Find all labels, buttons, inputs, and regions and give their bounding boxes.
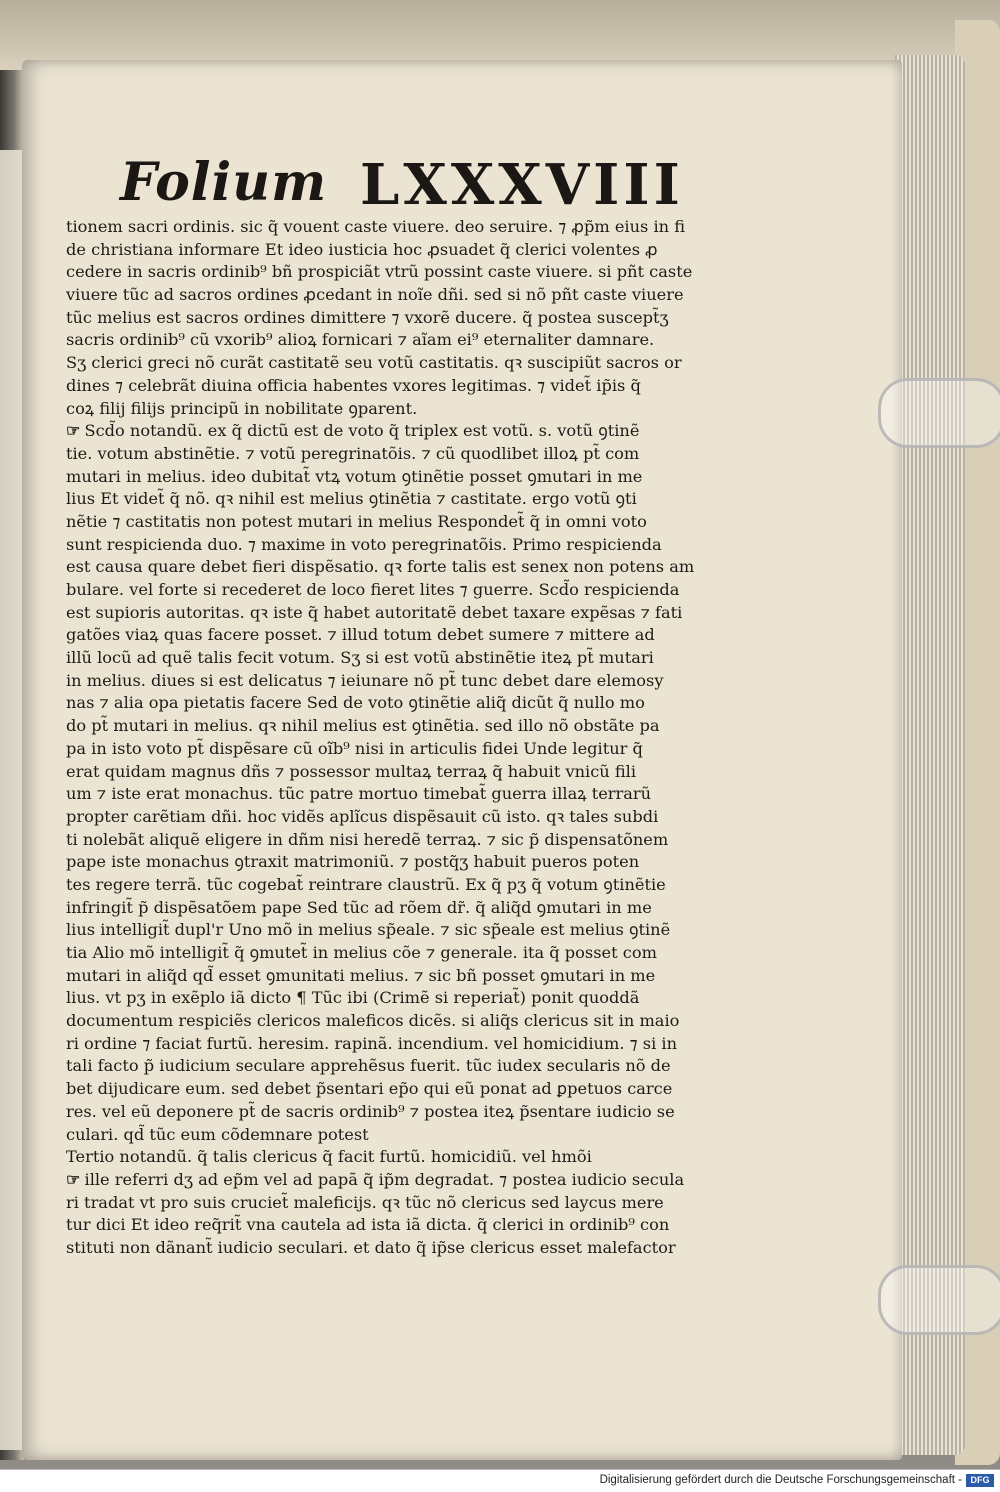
text-line: [66, 738, 712, 761]
line-text: um ⁊ iste erat monachus. tũc patre mortuo timebat̃ guerra illaꝝ terrarũ: [66, 784, 652, 804]
line-text: ri ordine ⁊ faciat furtũ. heresim. rapinã. incendium. vel homicidium. ⁊ si in: [66, 1033, 678, 1053]
text-line: [66, 897, 712, 920]
line-text: tia Alio mõ intelligit̃ q̃ ꝯmutet̃ in melius cõe ⁊ generale. ita q̃ posset com: [66, 943, 657, 962]
text-line: [66, 307, 712, 330]
line-text: sacris ordinib⁹ cũ vxorib⁹ alioꝝ fornicari ⁊ aĩam ei⁹ eternaliter damnare.: [66, 330, 655, 350]
text-line: [66, 829, 712, 852]
text-line: [66, 488, 712, 511]
line-text: lius. vt pʒ in exẽplo iã dicto ¶ Tũc ibi (Crimẽ si reperiat̃) ponit quoddã: [66, 988, 640, 1008]
text-line: [66, 556, 712, 579]
line-text: tionem sacri ordinis. sic q̃ vouent caste viuere. deo seruire. ⁊ ꝓp̃m eius in fi: [66, 217, 686, 236]
line-text: gatões viaꝝ quas facere posset. ⁊ illud totum debet sumere ⁊ mittere ad: [66, 625, 655, 645]
text-line: [66, 239, 712, 262]
text-line: [66, 624, 712, 647]
text-line: [66, 965, 712, 988]
text-line: [66, 874, 712, 897]
line-text: stituti non dãnant̃ iudicio seculari. et dato q̃ ip̃se clericus esset malefactor: [66, 1237, 676, 1257]
line-text: infringit̃ p̃ dispẽsatõem pape Sed tũc ad rõem dr̃. q̃ aliq̃d ꝯmutari in me: [66, 897, 652, 917]
line-text: lius Et videt̃ q̃ nõ. qꝛ nihil est melius ꝯtinẽtia ⁊ castitate. ergo votũ ꝯti: [66, 489, 637, 509]
folio-number: LXXXVIII: [360, 152, 684, 218]
line-text: coꝝ filij filijs principũ in nobilitate ꝯparent.: [66, 398, 418, 418]
text-line: [66, 1078, 712, 1101]
text-line: [66, 806, 712, 829]
text-line: [66, 284, 712, 307]
line-text: ti nolebãt aliquẽ eligere in dñm nisi heredẽ terraꝝ. ⁊ sic p̃ dispensatõnem: [66, 829, 669, 849]
text-line: [66, 692, 712, 715]
page-stack: [895, 55, 965, 1455]
folio-heading: [120, 152, 684, 224]
folio-word: Folium: [120, 152, 328, 213]
text-line: [66, 443, 712, 466]
text-line: [66, 1146, 712, 1169]
text-line: [66, 851, 712, 874]
line-text: viuere tũc ad sacros ordines ꝓcedant in noĩe dñi. sed si nõ pñt caste viuere: [66, 285, 684, 305]
line-text: Scd̃o notandũ. ex q̃ dictũ est de voto q̃ triplex est votũ. s. votũ ꝯtinẽ: [84, 421, 640, 441]
line-text: est supioris autoritas. qꝛ iste q̃ habet autoritatẽ debet taxare expẽsas ⁊ fati: [66, 602, 683, 622]
line-text: tur dici Et ideo req̃rit̃ vna cautela ad ista iã dicta. q̃ clerici in ordinib⁹ con: [66, 1215, 670, 1235]
text-line: [66, 352, 712, 375]
text-line: [66, 670, 712, 693]
funding-credit: Digitalisierung gefördert durch die Deutsche Forschungsgemeinschaft -: [599, 1474, 962, 1486]
text-line: [66, 647, 712, 670]
page-clip-upper: [878, 378, 1000, 448]
line-text: erat quidam magnus dñs ⁊ possessor multaꝝ terraꝝ q̃ habuit vnicũ fili: [66, 761, 637, 781]
line-text: pa in isto voto pt̃ dispẽsare cũ oĩb⁹ nisi in articulis fidei Unde legitur q̃: [66, 738, 643, 758]
text-line: [66, 602, 712, 625]
line-text: de christiana informare Et ideo iusticia hoc ꝓsuadet q̃ clerici volentes ꝓ: [66, 239, 658, 259]
line-text: tes regere terrã. tũc cogebat̃ reintrare claustrũ. Ex q̃ pʒ q̃ votum ꝯtinẽtie: [66, 874, 666, 894]
line-text: res. vel eũ deponere pt̃ de sacris ordinib⁹ ⁊ postea iteꝝ p̃sentare iudicio se: [66, 1101, 675, 1121]
line-text: mutari in aliq̃d qd̃ esset ꝯmunitati melius. ⁊ sic bñ posset ꝯmutari in me: [66, 965, 656, 985]
line-text: Tertio notandũ. q̃ talis clericus q̃ facit furtũ. homicidiũ. vel hmõi: [66, 1147, 592, 1167]
text-line: [66, 1237, 712, 1260]
line-text: mutari in melius. ideo dubitat̃ vtꝝ votum ꝯtinẽtie posset ꝯmutari in me: [66, 466, 643, 486]
line-text: in melius. diues si est delicatus ⁊ ieiunare nõ pt̃ tunc debet dare elemosy: [66, 670, 664, 690]
text-line: [66, 375, 712, 398]
text-line: [66, 715, 712, 738]
text-line: [66, 398, 712, 421]
facing-page-sliver: [0, 150, 24, 1450]
pilcrow-icon: ☞: [66, 421, 81, 441]
text-line: [66, 579, 712, 602]
text-line: [66, 466, 712, 489]
text-line: [66, 919, 712, 942]
line-text: culari. qd̃ tũc eum cõdemnare potest: [66, 1124, 369, 1144]
text-line: [66, 216, 712, 239]
line-text: est causa quare debet fieri dispẽsatio. qꝛ forte talis est senex non potens am: [66, 557, 695, 577]
text-line: [66, 761, 712, 784]
footer-bar: [0, 1469, 1000, 1492]
line-text: cedere in sacris ordinib⁹ bñ prospiciãt vtrũ possint caste viuere. si pñt caste: [66, 262, 693, 282]
line-text: ille referri dʒ ad ep̃m vel ad papã q̃ ip̃m degradat. ⁊ postea iudicio secula: [84, 1169, 685, 1189]
text-line: [66, 987, 712, 1010]
text-line: [66, 534, 712, 557]
line-text: bet dijudicare eum. sed debet p̃sentari ep̃o qui eũ ponat ad ꝑpetuos carce: [66, 1079, 673, 1099]
page-clip-lower: [878, 1265, 1000, 1335]
text-line: [66, 1055, 712, 1078]
text-line: [66, 1124, 712, 1147]
line-text: dines ⁊ celebrãt diuina officia habentes vxores legitimas. ⁊ videt̃ ip̃is q̃: [66, 375, 641, 395]
line-text: ri tradat vt pro suis cruciet̃ maleficijs. qꝛ tũc nõ clericus sed laycus mere: [66, 1192, 664, 1212]
line-text: bulare. vel forte si recederet de loco fieret lites ⁊ guerre. Scd̃o respicienda: [66, 580, 680, 599]
text-line: [66, 1169, 712, 1192]
page-text: [66, 216, 712, 1260]
text-line: [66, 1192, 712, 1215]
text-line: [66, 261, 712, 284]
line-text: sunt respicienda duo. ⁊ maxime in voto peregrinatõis. Primo respicienda: [66, 534, 662, 554]
line-text: propter carẽtiam dñi. hoc vidẽs aplĩcus dispẽsauit cũ isto. qꝛ tales subdi: [66, 806, 659, 826]
line-text: pape iste monachus ꝯtraxit matrimoniũ. ⁊ postq̃ʒ habuit pueros poten: [66, 852, 640, 872]
line-text: nẽtie ⁊ castitatis non potest mutari in melius Respondet̃ q̃ in omni voto: [66, 511, 647, 531]
text-line: [66, 783, 712, 806]
pilcrow-icon: ☞: [66, 1169, 81, 1189]
text-line: [66, 1101, 712, 1124]
text-line: [66, 1010, 712, 1033]
text-line: [66, 1033, 712, 1056]
line-text: do pt̃ mutari in melius. qꝛ nihil melius est ꝯtinẽtia. sed illo nõ obstãte pa: [66, 716, 660, 736]
line-text: lius intelligit̃ dupl'r Uno mõ in melius sp̃eale. ⁊ sic sp̃eale est melius ꝯtinẽ: [66, 920, 671, 940]
line-text: nas ⁊ alia opa pietatis facere Sed de voto ꝯtinẽtie aliq̃ dicũt q̃ nullo mo: [66, 693, 645, 713]
line-text: documentum respiciẽs clericos maleficos dicẽs. si aliq̃s clericus sit in maio: [66, 1011, 680, 1031]
text-line: [66, 329, 712, 352]
text-line: [66, 511, 712, 534]
line-text: tie. votum abstinẽtie. ⁊ votũ peregrinatõis. ⁊ cũ quodlibet illoꝝ pt̃ com: [66, 443, 640, 463]
line-text: illũ locũ ad quẽ talis fecit votum. Sʒ si est votũ abstinẽtie iteꝝ pt̃ mutari: [66, 648, 654, 668]
line-text: Sʒ clerici greci nõ curãt castitatẽ seu votũ castitatis. qꝛ suscipiũt sacros or: [66, 353, 682, 373]
dfg-logo: DFG: [966, 1474, 994, 1487]
line-text: tũc melius est sacros ordines dimittere ⁊ vxorẽ ducere. q̃ postea suscept̃ʒ: [66, 307, 669, 327]
text-line: [66, 1214, 712, 1237]
text-line: [66, 420, 712, 443]
text-line: [66, 942, 712, 965]
line-text: tali facto p̃ iudicium seculare apprehẽsus fuerit. tũc iudex secularis nõ de: [66, 1056, 671, 1076]
